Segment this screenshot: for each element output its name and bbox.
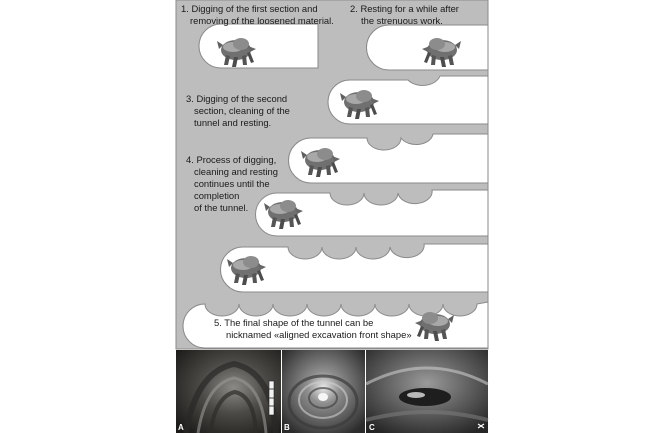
step-5-line-2: nicknamed «aligned excavation front shape»: [226, 329, 412, 340]
photo-b-label: B: [284, 423, 290, 432]
step-3-line-1: 3. Digging of the second: [186, 93, 288, 104]
step-1-line-2: removing of the loosened material.: [190, 15, 334, 26]
step-5-line-1: 5. The final shape of the tunnel can be: [214, 317, 374, 328]
photo-c: [366, 350, 488, 433]
step-4-line-5: of the tunnel.: [194, 202, 249, 213]
step-1-text: [181, 3, 334, 26]
step-4-line-4: completion: [194, 190, 240, 201]
step-3-line-3: tunnel and resting.: [194, 117, 272, 128]
step-2-line-1: 2. Resting for a while after: [350, 3, 459, 14]
photo-c-label: C: [369, 423, 375, 432]
step-1-line-1: 1. Digging of the first section and: [181, 3, 318, 14]
tunnel-step-1: [199, 24, 318, 68]
step-3-line-2: section, cleaning of the: [194, 105, 290, 116]
step-2-line-2: the strenuous work.: [361, 15, 443, 26]
photo-a: [176, 350, 281, 433]
step-4-line-3: continues until the: [194, 178, 270, 189]
step-4-line-2: cleaning and resting: [194, 166, 278, 177]
photo-b: [282, 350, 365, 433]
step-4-line-1: 4. Process of digging,: [186, 154, 277, 165]
photo-a-label: A: [178, 423, 184, 432]
